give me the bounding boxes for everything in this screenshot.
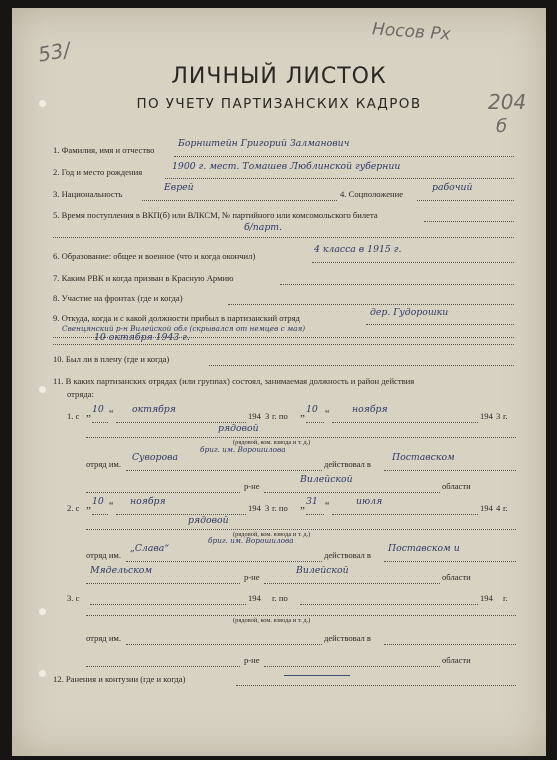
service-2-acted-in-cont: Мядельском [90,565,153,576]
field-12-dash [284,675,350,676]
field-1-value: Борнштейн Григорий Залманович [178,138,350,149]
service-2-unit-label: отряд им. [86,550,122,560]
service-1-year-end: г. [503,411,508,421]
service-1-brigade-note: бриг. им. Ворошилова [200,445,286,454]
field-11-label: 11. В каких партизанских отрядах (или группах) состоял, занимаемая должность и район действия [53,376,415,386]
service-2-position-caption: (рядовой, ком. взвода и т. д.) [233,531,311,538]
service-1-from-year: 3 [265,411,270,421]
service-3-num: 3. с [67,593,80,603]
service-2-from-day: 10 [92,496,104,507]
service-1-unit-label: отряд им. [86,459,122,469]
service-2-year-end: г. [503,503,508,513]
binder-hole [39,608,46,615]
field-7-label: 7. Каким РВК и когда призван в Красную Армию [53,273,234,283]
service-1-to-year-prefix: 194 [480,411,493,421]
service-1-position: рядовой [218,423,259,434]
service-2-unit: „Слава“ [130,543,170,554]
service-1-unit: Суворова [132,452,179,463]
service-3-year-end: г. [503,593,508,603]
field-9-label: 9. Откуда, когда и с какой должности прибыл в партизанский отряд [53,313,300,323]
service-1-mid: г. по [272,411,288,421]
service-1-num: 1. с [67,411,80,421]
service-1-to-day: 10 [306,404,318,415]
field-5-value: б/парт. [244,222,283,233]
service-2-to-year: 4 [496,503,501,513]
field-10-label: 10. Был ли в плену (где и когда) [53,354,170,364]
field-9-value-1: дер. Гудорошки [370,307,449,318]
service-3-position-caption: (рядовой, ком. взвода и т. д.) [233,617,311,624]
field-6-value: 4 класса в 1915 г. [314,244,402,255]
service-2-to-month: июля [356,496,383,507]
service-1-from-day: 10 [92,404,104,415]
field-9-value-2: Свенцянский р-н Вилейской обл (скрывался от немцев с мая) [62,324,306,333]
pencil-note-number: 204 [488,90,527,114]
service-2-acted-label: действовал в [324,550,371,560]
service-1-acted-label: действовал в [324,459,371,469]
service-3-region-label: области [442,655,471,665]
pencil-folio-number: 53/ [36,37,73,67]
service-2-position: рядовой [188,515,229,526]
service-2-to-day: 31 [306,496,318,507]
field-3-value: Еврей [164,182,194,193]
service-2-to-year-prefix: 194 [480,503,493,513]
field-1-label: 1. Фамилия, имя и отчество [53,145,155,155]
field-9-value-3: 10 октября 1943 г. [94,332,190,343]
service-3-mid: г. по [272,593,288,603]
field-4-label: 4. Соцположение [340,189,404,199]
service-2-from-month: ноября [130,496,166,507]
service-2-num: 2. с [67,503,80,513]
field-8-label: 8. Участие на фронтах (где и когда) [53,293,183,303]
service-3-to-year-prefix: 194 [480,593,493,603]
service-3-from-year-prefix: 194 [248,593,261,603]
field-5-label: 5. Время поступления в ВКП(б) или ВЛКСМ, № партийного или комсомольского билета [53,210,378,220]
service-1-to-year: 3 [496,411,501,421]
service-1-acted-in: Поставском [392,452,455,463]
service-1-district-label: р-не [244,481,260,491]
field-2-value: 1900 г. мест. Томашев Люблинской губернии [172,161,401,172]
service-1-from-month: октября [132,404,176,415]
service-1-position-caption: (рядовой, ком. взвода и т. д.) [233,439,311,446]
document-sheet: 53/ Носов Рх 204 б ЛИЧНЫЙ ЛИСТОК ПО УЧЕТУ ПАРТИЗАНСКИХ КАДРОВ 1. Фамилия, имя и отчество Борнштейн Григорий Залманович 2. Год и место рождения 1900 г. мест. Томашев Люблинской губернии 3. Национальность Еврей 4. Соцположение рабочий 5. Время поступления в ВКП(б) или ВЛКСМ, № партийного или комсомольского билета б/парт. 6. Образование: общее и военное (что и когда окончил) 4 класса в 1915 г. 7. Каким РВК и когда призван в Красную Армию 8. Участие на фронтах (где и когда) 9. Откуда, когда и с какой должности прибыл в партизанский отряд дер. Гудорошки Свенцянский р-н Вилейской обл (скрывался от немцев с мая) 10 октября 1943 г. 10. Был ли в плену (где и когда) 11. В каких партизанских отрядах (или группах) состоял, занимаемая должность и район действия отряда: 1. с „ 10 “ октября 194 3 г. по „ 10 “ ноября 194 3 г. рядовой (рядовой, ком. взвода и т. д.) бриг. им. Ворошилова отряд им. Суворова действовал в Поставском р-не Вилейской области 2. с „ 10 “ ноября 194 3 г. по „ 31 “ июля 194 4 г. рядовой (рядовой, ком. взвода и т. д.) бриг. им. Ворошилова отряд им. „Слава“ действовал в Поставском и Мядельском р-не Вилейской области 3. с 194 г. по 194 г. (рядовой, ком. взвода и т. д.) отряд им. действовал в р-не области 12. Ранения и контузии (где и когда) [12,8,546,756]
pencil-note-letter: б [496,116,508,137]
service-2-district-label: р-не [244,572,260,582]
service-2-from-year-prefix: 194 [248,503,261,513]
service-1-to-month: ноября [352,404,388,415]
service-1-region: Вилейской [300,474,353,485]
form-title: ЛИЧНЫЙ ЛИСТОК [171,64,387,89]
service-3-unit-label: отряд им. [86,633,122,643]
service-2-brigade-note: бриг. им. Ворошилова [208,536,294,545]
service-2-region-label: области [442,572,471,582]
field-12-label: 12. Ранения и контузии (где и когда) [53,674,186,684]
field-2-label: 2. Год и место рождения [53,167,143,177]
field-3-label: 3. Национальность [53,189,123,199]
binder-hole [39,386,46,393]
service-2-mid: г. по [272,503,288,513]
service-1-from-year-prefix: 194 [248,411,261,421]
field-4-value: рабочий [432,182,473,193]
service-3-district-label: р-не [244,655,260,665]
binder-hole [39,670,46,677]
form-subtitle: ПО УЧЕТУ ПАРТИЗАНСКИХ КАДРОВ [136,96,422,112]
service-2-acted-in: Поставском и [388,543,460,554]
service-2-region: Вилейской [296,565,349,576]
pencil-note-name: Носов Рх [371,19,452,45]
field-6-label: 6. Образование: общее и военное (что и когда окончил) [53,251,256,261]
service-1-region-label: области [442,481,471,491]
service-3-acted-label: действовал в [324,633,371,643]
service-2-from-year: 3 [265,503,270,513]
field-11-label-cont: отряда: [67,389,94,399]
